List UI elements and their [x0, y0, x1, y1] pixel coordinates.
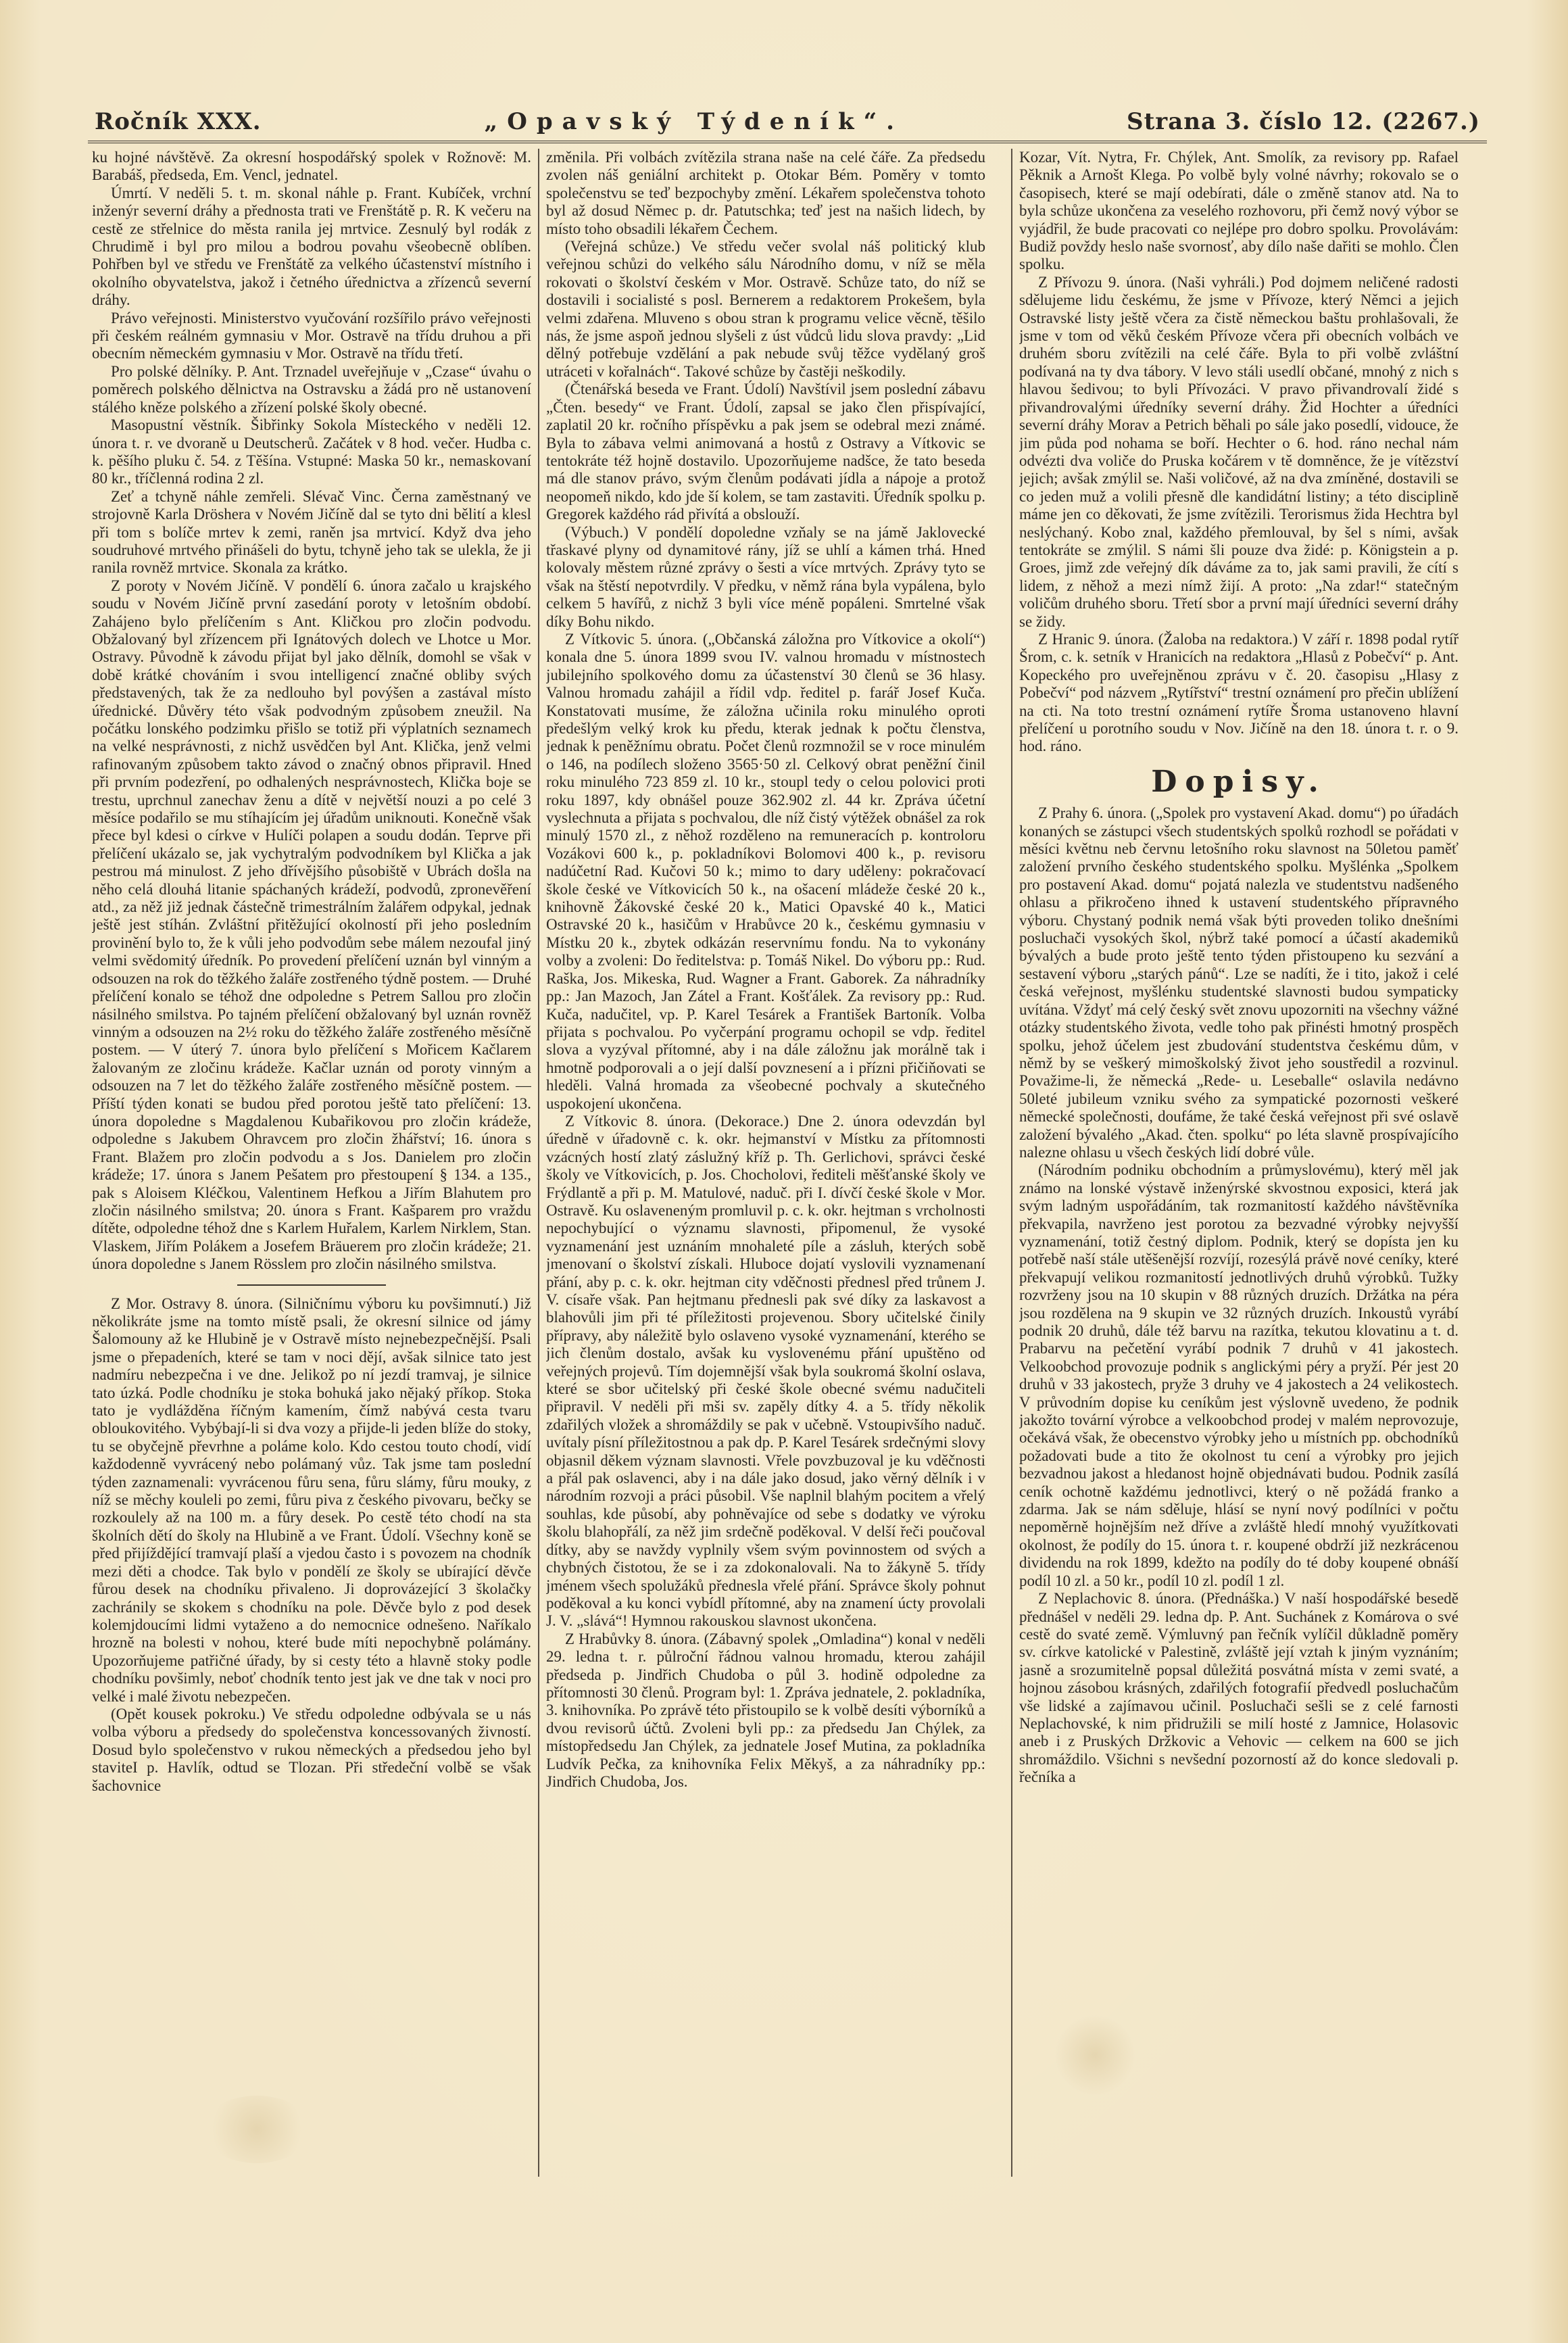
article-paragraph: Úmrtí. V neděli 5. t. m. skonal náhle p. Frant. Kubíček, vrchní inženýr severní dráhy a přednosta trati ve Frenštátě p. R. K večeru na cestě ze střelnice do města ranila jej mrtvice. Zesnulý byl rodák z Chrudimě i byl pro milou a bodrou povahu všeobecně oblíben. Pohřben byl ve středu ve Frenštátě za velkého účastenství místního i okolního obyvatelstva, jakož i četného úřednictva a zřízenců severní dráhy.	[92, 184, 531, 309]
column-divider	[538, 149, 539, 2177]
article-paragraph: Z Mor. Ostravy 8. února. (Silničnímu výboru ku povšimnutí.) Již několikráte jsme na tomto místě psali, že okresní silnice od jámy Šalomouny až ke Hlubině je v Ostravě místo nejnebezpečnější. Psali jsme o přepadeních, které se tam v noci dějí, avšak silnice tato jest nadmíru nebezpečna i ve dne. Jelikož po ní jezdí tramvaj, je silnice tato úzká. Podle chodníku je stoka bohuká jako nějaký příkop. Stoka tato je vydlážděna říčným kamením, čímž nabývá cesta tvaru obloukovitého. Vybýbají-li si dva vozy a přijde-li jeden blíže do stoky, tu se obyčejně převrhne a poláme kolo. Kdo cestou touto chodí, vidí každodenně vyvrácený nebo polámaný vůz. Tak jsme tam poslední týden zaznamenali: vyvrácenou fůru sena, fůru slámy, fůru mouky, z níž se měchy kouleli po zemi, fůru piva z českého pivovaru, bečky se rozkoulely až na 100 m. a fůry desek. Po cestě této chodí na sta školních dětí do školy na Hlubině a ve Frant. Údolí. Všechny koně se před přijíždějící tramvají plaší a vjedou často i s povozem na chodník mezi děti a chodce. Tak bylo v pondělí ze školy se ubírající děvče fůrou desek na chodníku přivaleno. Ji doprovázející 3 školačky zachránily se skokem s chodníku na pole. Děvče bylo z pod desek kolemjdoucími lidmi vytaženo a do nemocnice odnešeno. Naříkalo hrozně na bolesti v nohou, které bude míti nepochybně polámány. Upozorňujeme patřičné úřady, by si cesty této a hlavně stoky podle chodníku povšimly, neboť chodník tento jest jak ve dne tak v noci pro velké i malé životu nebezpečen.	[92, 1295, 531, 1705]
running-header	[95, 101, 1480, 142]
article-paragraph: Zeť a tchyně náhle zemřeli. Slévač Vinc. Černa zaměstnaný ve strojovně Karla Dröshera v Novém Jičíně dal se tyto dni bělití a klesl při tom s bolíče mrtev k zemi, raněn jsa mrtvicí. Když dva jeho soudruhové mrtvého přinášeli do bytu, tchyně jeho tak se ulekla, že ji ranila rovněž mrtvice. Skonala za krátko.	[92, 487, 531, 577]
article-paragraph: Kozar, Vít. Nytra, Fr. Chýlek, Ant. Smolík, za revisory pp. Rafael Pěknik a Arnošt Klega. Po volbě byly volné návrhy; rokovalo se o časopisech, které se mají odebírati, dále o změně stanov atd. Na to byla schůze ukončena za veselého rozhovoru, při čemž nový výbor se vyjádřil, že bude pracovati co nejlépe pro dobro spolku. Provolávám: Budiž povždy heslo naše svornosť, aby dílo naše dařiti se mohlo. Člen spolku.	[1019, 149, 1459, 273]
article-paragraph: (Veřejná schůze.) Ve středu večer svolal náš politický klub veřejnou schůzi do velkého sálu Národního domu, v níž se měla rokovati o školství českém v Mor. Ostravě. Schůze tato, do níž se dostavili i socialisté s posl. Bernerem a redaktorem Prokešem, byla velmi zdařena. Mluveno s obou stran k programu velice věcně, těšilo nás, že jsme aspoň jednou slyšeli z úst vůdců lidu slova pravdy: „Lid dělný potřebuje vzdělání a pak nebude svůj těžce vydělaný groš utráceti v kořalnách“. Takové schůze by častěji neškodily.	[546, 238, 985, 380]
article-paragraph: Z Přívozu 9. února. (Naši vyhráli.) Pod dojmem neličené radosti sdělujeme lidu českému, že jsme v Přívoze, který Němci a jejich Ostravské listy ještě včera za čistě německou baštu prohlašovali, že jsme v tom od věků českém Přívoze včera při obecních volbách ve druhém sboru zvítězili na celé čáře. Byla to při volbě zvláštní podívaná na ty dva tábory. V levo stáli usedlí občané, mnohý z nich s hlavou šedivou; to byli Přívozáci. V pravo přivandrovalí židé s přivandrovalými úředníky severní dráhy. Žid Hochter a úředníci severní dráhy Morav a Petrich běhali po sále jako posedlí, vidouce, že jim půda pod nohama se boří. Hechter o 6. hod. ráno nechal nám odvézti dva voliče do Pruska kočárem v tě domněnce, že je vítězství jejich; avšak zmýlil se. Naši voličové, až na dva zmíněné, dostavili se co jeden muž a volili přesně dle kandidátní listiny; a této disciplině máme jen co děkovati, že jsme zvítězili. Terorismus žida Hechtra byl neslýchaný. Kobo znal, každého přemlouval, by šel s ními, avšak tentokráte se zmýlil. S námi šli pouze dva židé: p. Königstein a p. Groes, jimž zde veřejný dík dáváme za to, jak sami pravili, že cítí s lidem, z něhož a mezi nímž žijí. A proto: „Na zdar!“ statečným voličům druhého sboru. Třetí sbor a první mají úředníci severní dráhy se židy.	[1019, 273, 1459, 630]
article-paragraph: Z Vítkovic 5. února. („Občanská záložna pro Vítkovice a okolí“) konala dne 5. února 1899 svou IV. valnou hromadu v místnostech jubilejního spolkového domu za účastenství 30 členů se 36 hlasy. Valnou hromadu zahájil a řídil vdp. ředitel p. farář Josef Kuča. Konstatovati musíme, že záložna učinila roku minulého oproti předešlým velký krok ku předu, kterak jednak k počtu členstva, jednak k peněžnímu obratu. Počet členů rozmnožil se v roce minulém o 146, na podílech složeno 3565·50 zl. Celkový obrat peněžní činil roku minulého 723 859 zl. 10 kr., stoupl tedy o celou polovici proti roku 1897, kdy obnášel pouze 362.902 zl. 44 kr. Zpráva účetní vyslechnuta a přijata s pochvalou, dle níž čistý výtěžek obnášel za rok minulý 1570 zl., z něhož rozděleno na remuneracích p. kontroloru Vozákovi 600 k., p. pokladníkovi Bolomovi 400 k., p. revisoru nadúčetní Rad. Kučovi 50 k.; mimo to dary uděleny: pokračovací škole české ve Vítkovicích 50 k., na ošacení mládeže české 20 k., knihovně Žákovské české 20 k., Matici Opavské 40 k., Matici Ostravské 20 k., hasičům v Hrabůvce 20 k., českému gymnasiu v Místku 20 k., zbytek odkázán reservnímu fondu. Na to vykonány volby a zvoleni: Do ředitelstva: p. Tomáš Nikel. Do výboru pp.: Rud. Raška, Jos. Mikeska, Rud. Wagner a Frant. Gaborek. Za náhradníky pp.: Jan Mazoch, Jan Zátel a Frant. Košťálek. Za revisory pp.: Rud. Kuča, nadučitel, vp. P. Karel Tesárek a František Bartoník. Volba přijata s pochvalou. Po vyčerpání programu ochopil se vdp. ředitel slova a vyzýval přítomné, aby i na dále záložnu jak morálně tak i hmotně podporovali a o její další povznesení a i přízni přičiňovati se hleděli. Valná hromada za všeobecné pochvaly a skutečného uspokojení ukončena.	[546, 630, 985, 1112]
article-separator	[237, 1284, 386, 1286]
header-rule	[88, 141, 1487, 143]
article-paragraph: Z Hranic 9. února. (Žaloba na redaktora.) V září r. 1898 podal rytíř Šrom, c. k. setník v Hranicích na redaktora „Hlasů z Pobečví“ p. Ant. Kopeckého pro uveřejněnou zprávu v č. 20. časopisu „Hlasy z Pobečví“ pod názvem „Rytířství“ trestní oznámení pro přečin ublížení na cti. Na toto trestní oznámení rytíře Šroma ustanoveno hlavní přelíčení u porotního soudu v Nov. Jičíně na den 18. února t. r. o 9. hod. ráno.	[1019, 630, 1459, 755]
article-paragraph: Masopustní věstník. Šibřinky Sokola Místeckého v neděli 12. února t. r. ve dvoraně u Deutscherů. Začátek v 8 hod. večer. Hudba c. k. pěšího pluku č. 54. z Těšína. Vstupné: Maska 50 kr., nemaskovaní 80 kr., tříčlenná rodina 2 zl.	[92, 416, 531, 487]
column-2	[546, 149, 985, 2278]
article-paragraph: Z Neplachovic 8. února. (Přednáška.) V naší hospodářské besedě přednášel v neděli 29. ledna dp. P. Ant. Suchánek z Komárova o své cestě do svaté země. Výmluvný pan řečník vylíčil důkladně poměry sv. církve katolické v Palestině, zvláště její vztah k jiným vyznáním; jasně a srozumitelně popsal důležitá posvátná místa v zemi svaté, a hojnou zásobou krásných, zdařilých fotografií předvedl posluchačům vše lidské a zajímavou učinil. Posluchači sešli se z celé farnosti Neplachovské, k nim přidružili se milí hosté z Jamnice, Holasovic aneb i z Pruských Držkovic a Vehovic — celkem na 600 se jich shromáždilo. Všichni s nevšední pozorností až do konce sledovali p. řečníka a	[1019, 1590, 1459, 1786]
article-paragraph: Z Hrabůvky 8. února. (Zábavný spolek „Omladina“) konal v neděli 29. ledna t. r. půlroční řádnou valnou hromadu, kterou zahájil předseda p. Jindřich Chudoba o půl 3. hodině odpoledne za přítomnosti 30 členů. Program byl: 1. Zpráva jednatele, 2. pokladníka, 3. knihovníka. Po zprávě této přistoupilo se k volbě desíti výborníků a dvou revisorů účtů. Zvoleni byli pp.: za předsedu Jan Chýlek, za místopředsedu Jan Chýlek, za jednatele Josef Mutina, za pokladníka Ludvík Pečka, za knihovníka Felix Měkyš, a za náhradníky pp.: Jindřich Chudoba, Jos.	[546, 1630, 985, 1790]
article-paragraph: (Výbuch.) V pondělí dopoledne vzňaly se na jámě Jaklovecké třaskavé plyny od dynamitové rány, jíž se uhlí a kámen trhá. Hned kolovaly městem různé zprávy o šesti a více mrtvých. Zprávy tyto se však na štěstí nepotvrdily. V předku, v němž rána byla vypálena, bylo celkem 5 havířů, z nichž 3 byli více méně popáleni. Smrtelné však díky Bohu nikdo.	[546, 523, 985, 630]
article-paragraph: (Opět kousek pokroku.) Ve středu odpoledne odbývala se u nás volba výboru a předsedy do společenstva koncessovaných živností. Dosud bylo společenstvo v rukou německých a předsedou jeho byl staviteI p. Havlík, odtud se Tlozan. Při středeční volbě se však šachovnice	[92, 1705, 531, 1794]
column-1	[92, 149, 531, 2278]
article-paragraph: změnila. Při volbách zvítězila strana naše na celé čáře. Za předsedu zvolen náš geniální architekt p. Otokar Bém. Poměry v tomto společenstvu se teď bezpochyby změní. Lékařem společenstva tohoto byl až dosud Němec p. dr. Patutschka; teď jest na našich lidech, by místo toho obsadili lékařem Čechem.	[546, 149, 985, 237]
page-number: Strana 3. číslo 12. (2267.)	[1127, 108, 1480, 135]
section-heading: Dopisy.	[1151, 764, 1327, 799]
volume-label: Ročník XXX.	[95, 108, 262, 135]
article-paragraph: (Národním podniku obchodním a průmyslovému), který měl jak známo na lonské výstavě inženýrské skvostnou exposici, která jak svým ladným uspořádáním, tak rozmanitostí každého návštěvníka překvapila, navrženo jest porotou za bezvadné výrobky nejvyšší vyznamenání, totiž čestný diplom. Podnik, který se dopísta jen ku potřebě naší stále utěšenější rozvíjí, rozesýlá právě nové ceníky, které překvapují velikou rozmanitostí jednotlivých druhů výrobků. Tužky rozvrženy jsou na 10 skupin v 88 různých druzích. Držátka na péra jsou rozdělena na 9 skupin ve 32 různých druzích. Inkoustů vyrábí podnik 20 druhů, dále též barvu na razítka, tekutou klovatinu a t. d. Prabarvu na pečetění vyrábí podnik 7 druhů v 41 jakostech. Velkoobchod provozuje podnik s anglickými péry a pryží. Pér jest 20 druhů v 33 jakostech, pryže 3 druhy ve 4 jakostech a 24 velikostech. V průvodním dopise ku ceníkům jest výslovně uvedeno, že podnik jakožto tovární výrobce a velkoobchod prodej v malém neprovozuje, očekává však, že obecenstvo výrobky jeho u místních pp. obchodníků požadovati bude a tito že okolnost tu cení a výrobky pro jejich bezvadnou jakost a hledanost hojně objednávati budou. Podnik zasílá ceník ochotně každému jednotlivci, který o ně požádá franko a zdarma. Jak se nám sděluje, hlásí se nyní nový podílníci v počtu nepoměrně hojnějším než dříve a zvláště hledí mnohý využítkovati okolnost, že podíly do 15. února t. r. koupené obdrží již nezkrácenou dividendu na rok 1899, kdežto na podíly do té doby koupené obnáší podíl 10 zl. a 50 kr., podíl 10 zl. podíl 1 zl.	[1019, 1161, 1459, 1589]
masthead-title: „Opavský Týdeník“.	[484, 108, 904, 135]
article-paragraph: Právo veřejnosti. Ministerstvo vyučování rozšířilo právo veřejnosti při českém reálném gymnasiu v Mor. Ostravě na třídu druhou a při obecním německém gymnasiu v Mor. Ostravě na třídu třetí.	[92, 309, 531, 362]
article-paragraph: Pro polské dělníky. P. Ant. Trznadel uveřejňuje v „Czase“ úvahu o poměrech polského dělnictva na Ostravsku a žádá pro ně ustanovení stálého kněze polského a zřízení polské školy obecné.	[92, 362, 531, 416]
article-paragraph: ku hojné návštěvě. Za okresní hospodářský spolek v Rožnově: M. Barabáš, předseda, Em. Vencl, jednatel.	[92, 149, 531, 184]
column-3	[1019, 149, 1459, 2278]
article-paragraph: Z poroty v Novém Jičíně. V pondělí 6. února začalo u krajského soudu v Novém Jičíně první zasedání poroty v letošním období. Zahájeno bylo přelíčením s Ant. Kličkou pro zločin podvodu. Obžalovaný byl zřízencem při Ignátových dolech ve Lhotce u Mor. Ostravy. Původně k závodu přijat byl jako dělník, domohl se však v době krátké chováním i svou intelligencí značné obliby svých představených, tak že za nedlouho byl povýšen a zastával místo úřednické. Důvěry této však podvodným způsobem zneužil. Na počátku lonského podzimku přišlo se totiž při výplatních seznamech na velké nesprávnosti, z nichž usvědčen byl Ant. Klička, jenž velmi rafinovaným způsobem takto závod o značný obnos připravil. Hned při prvním podezření, po odhalených nesprávnostech, Klička boje se trestu, uprchnul zanechav ženu a dítě v největší nouzi a po celé 3 měsíce podařilo se mu stíhajícím jej úřadům uniknouti. Konečně však přece byl kdesi o církve v Hulíči polapen a soudu dodán. Teprve při přelíčení ukázalo se, jak vychytralým podvodníkem byl Klička a jak pestrou má minulost. Z jeho dřívějšího působiště v Ubrách došla na něho celá dlouhá litanie spáchaných krádeží, podvodů, zpronevěření atd., za něž již jednak částečně trimestrálním žalářem odpykal, jednak ještě jest stíhán. Zvláštní přitěžující okolností při jeho posledním provinění bylo to, že k vůli jeho podvodům sebe málem nezoufal jiný velmi svědomitý úředník. Po provedení přelíčení uznán byl vinným a odsouzen na rok do těžkého žaláře zostřeného týdně postem. — Druhé přelíčení konalo se téhož dne odpoledne s Petrem Sallou pro zločin násilného smilstva. Po tajném přelíčení obžalovaný byl uznán rovněž vinným a odsouzen na 2½ roku do těžkého žaláře zostřeného měsíčně postem. — V úterý 7. února bylo přelíčení s Mořicem Kačlarem žalovaným ze zločinu krádeže. Kačlar uznán od poroty vinným a odsouzen na 7 let do těžkého žaláře zostřeného měsíčně postem. — Příští týden konati se budou před porotou ještě tato přelíčení: 13. února dopoledne s Magdalenou Kubařikovou pro zločin krádeže, odpoledne s Jakubem Ohravcem pro zločin žhářství; 16. února s Frant. Blažem pro zločin podvodu a s Jos. Danielem pro zločin krádeže; 17. února s Janem Pešatem pro přestoupení § 134. a 135., pak s Aloisem Kléčkou, Valentinem Hefkou a Jiřím Blahutem pro zločin násilného smilstva; 20. února s Frant. Kašparem pro vraždu dítěte, odpoledne téhož dne s Karlem Huřalem, Karlem Nirklem, Stan. Vlaskem, Jiřím Polákem a Josefem Bräuerem pro zločin krádeže; 21. února dopoledne s Janem Rösslem pro zločin násilného smilstva.	[92, 577, 531, 1273]
article-paragraph: Z Vítkovic 8. února. (Dekorace.) Dne 2. února odevzdán byl úředně v úřadovně c. k. okr. hejmanství v Místku za přítomnosti vzácných hostí zlatý záslužný kříž p. Th. Gerlichovi, správci české školy ve Vítkovicích, p. Jos. Chocholovi, řediteli měšťanské školy ve Frýdlantě a při p. M. Matulové, naduč. při I. dívčí české škole v Mor. Ostravě. Ku oslaveneným promluvil p. c. k. okr. hejtman s vrcholnosti nepochybující o významu slavnosti, připomenul, že vysoké vyznamenání jest uznáním mnohaleté píle a zásluh, kterých sobě jmenovaní o školství získali. Hluboce dojatí vyslovili vyznamenaní přání, aby p. c. k. okr. hejtman city vděčnosti přednesl před trůnem J. V. císaře však. Pan hejtmanu přednesli pak své díky za laskavost a blahovůli jim při té příležitosti projevenou. Sbory učitelské činily přípravy, aby náležitě bylo oslaveno vysoké vyznamenání, kterého se jich členům dostalo, avšak ku vyslovenému přání upuštěno od veřejných projevů. Tím dojemnější však byla soukromá školní oslava, které se sbor učitelský při české škole obecné svému nadučiteli připravil. V neděli při mši sv. zapěly dítky 4. a 5. třídy několik zdařilých vložek a shromáždily se pak v učebně. Vstoupivšího naduč. uvítaly písní příležitostnou a pak dp. P. Karel Tesárek srdečnými slovy objasnil děkem význam slavnosti. Vřele povzbuzoval je ku vděčnosti a přál pak oslavenci, aby i na dále jako dosud, jako věrný dělník i v národním rozvoji a práci působil. Vše naplnil blahým pocitem a vřelý souhlas, kde působí, aby pohněvajíce od sebe s dodatky ve výroku školu blahopřálí, za něž jim srdečně poděkoval. V delší řeči poučoval dítky, aby se navždy vyplnily všem svým povinnostem od svých a chybných čistotou, že se i za zdokonalovali. Na to žákyně 5. třídy jménem všech spolužáků přednesla vřelé přání. Správce školy pohnut poděkoval a ku konci vybídl přítomné, aby na znamení úcty provolali J. V. „slává“! Hymnou rakouskou slavnost ukončena.	[546, 1112, 985, 1630]
article-paragraph: (Čtenářská beseda ve Frant. Údolí) Navštívil jsem poslední zábavu „Čten. besedy“ ve Frant. Údolí, zapsal se jako člen přispívající, zaplatil 20 kr. ročního příspěvku a pak jsem se odebral mezi známé. Byla to zábava velmi animovaná a hostů z Ostravy a Vítkovic se tentokráte též hojně dostavilo. Upozorňujeme nadšce, že tato beseda má dle stanov právo, svým členům podávati jídla a nápoje a protož neopomeň nikdo, kdo jde ší kolem, se tam zastaviti. Úředník spolku p. Gregorek každého rád přivítá a obslouží.	[546, 381, 985, 523]
article-paragraph: Z Prahy 6. února. („Spolek pro vystavení Akad. domu“) po úřadách konaných se zástupci všech studentských spolků rozhodl se pořádati v měsíci květnu neb červnu letošního roku slavnost na 50letou paměť založení prvního českého studentského spolku. Myšlénka „Spolkem pro postavení Akad. domu“ pojatá nalezla ve studentstvu nadšeného ohlasu a přikročeno ihned k ustavení studentského přípravného výboru. Chystaný podnik nemá však býti proveden toliko dnešními posluchači vysokých škol, nýbrž také pomocí a účastí akademiků bývalých a bude proto ještě tento týden přistoupeno ku sezvání a sestavení výboru „starých pánů“. Lze se nadíti, že i tito, jakož i celé česká veřejnost, myšlénku studentské slavnosti budou sympaticky uvítána. Vždyť má celý český svět znovu upozorniti na všechny vážné otázky studentského života, vedle toho pak přinésti hmotný prospěch spolku, jehož účelem jest zbudování studentstva českému dům, v němž by se veškerý mimoškolský život jeho soustředil a rozvinul. Považime-li, že německá „Rede- u. Leseballe“ oslavila nedávno 50leté jubileum vzniku svého za sympatické pozornosti veškeré německé společnosti, doufáme, že také česká veřejnost při své oslavě založení bývalého „Akad. čten. spolku“ po léta slavně prospívajícího nalezne ohlasu u všech českých lidí dobré vůle.	[1019, 804, 1459, 1161]
column-divider	[1011, 149, 1012, 2177]
